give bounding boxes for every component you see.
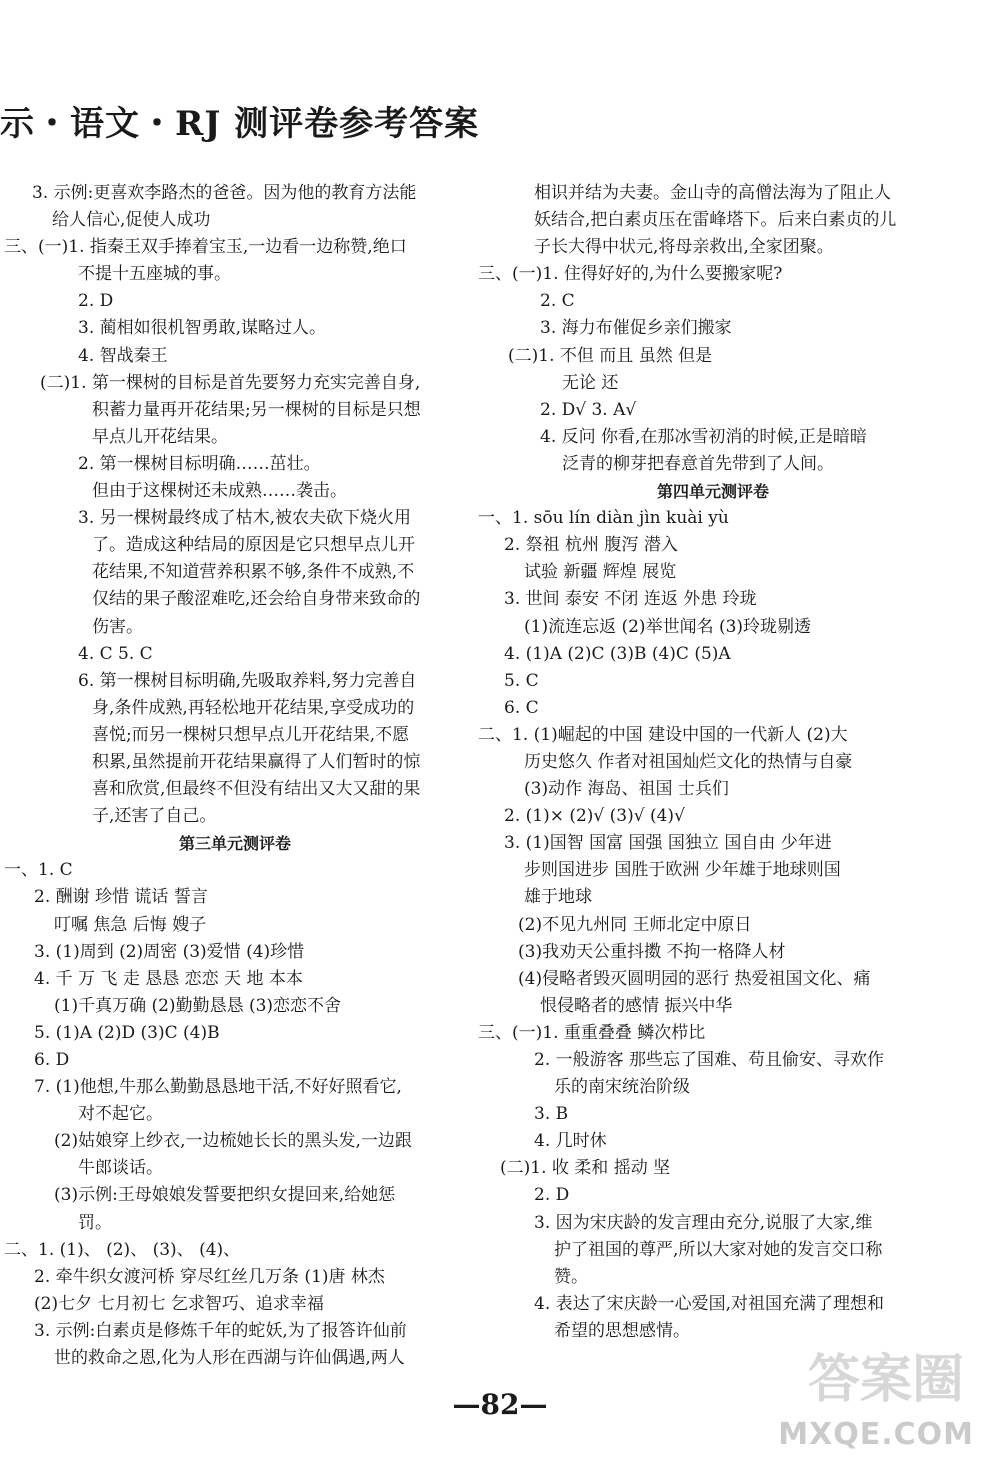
answer-line: 身,条件成熟,再轻松地开花结果,享受成功的 [92,697,415,718]
right-column [478,180,948,1345]
answer-line: (1)千真万确 (2)勤勤恳恳 (3)恋恋不舍 [54,995,342,1016]
answer-line: 3. 示例:白素贞是修炼千年的蛇妖,为了报答许仙前 [34,1320,407,1341]
answer-line: 积蓄力量再开花结果;另一棵树的目标是只想 [92,399,421,420]
answer-line: 2. D√ 3. A√ [540,399,637,420]
answer-line: 6. 第一棵树目标明确,先吸取养料,努力完善自 [78,670,417,691]
watermark-url: MXQE.COM [778,1417,974,1452]
answer-line: 6. C [504,697,539,718]
answer-line: 不提十五座城的事。 [78,264,231,285]
answer-line: 雄于地球 [524,887,592,908]
answer-line: 4. 智战秦王 [78,345,168,366]
answer-line: 仅结的果子酸涩难吃,还会给自身带来致命的 [92,589,421,610]
answer-line: 4. 千 万 飞 走 恳恳 恋恋 天 地 本本 [34,968,303,989]
answer-line: 泛青的柳芽把春意首先带到了人间。 [562,453,834,474]
answer-line: 喜悦;而另一棵树只想早点儿开花结果,不愿 [92,724,410,745]
answer-line: 无论 还 [562,372,619,393]
answer-line: 2. D [534,1185,570,1206]
answer-line: 了。造成这种结局的原因是它只想早点儿开 [92,535,415,556]
answer-line: 2. 酬谢 珍惜 谎话 誓言 [34,887,208,908]
answer-line: 4. 反问 你看,在那冰雪初消的时候,正是暗暗 [540,426,867,447]
answer-line: 2. 一般游客 那些忘了国难、苟且偷安、寻欢作 [534,1050,885,1070]
answer-line: 步则国进步 国胜于欧洲 少年雄于地球则国 [524,860,841,881]
answer-line: 试验 新疆 辉煌 展览 [524,562,677,583]
answer-line: 3. 蔺相如很机智勇敢,谋略过人。 [78,318,327,339]
answer-line: 二、1. (1)、 (2)、 (3)、 (4)、 [4,1239,241,1260]
answer-line: 对不起它。 [78,1104,163,1125]
answer-line: (1)流连忘返 (2)举世闻名 (3)玲珑剔透 [524,616,812,637]
answer-line: 2. 祭祖 杭州 腹泻 潜入 [504,535,678,556]
answer-line: 恨侵略者的感情 振兴中华 [540,995,733,1016]
answer-line: 三、(一)1. 住得好好的,为什么要搬家呢? [478,264,783,285]
answer-line: 2. C [540,291,575,312]
answer-line: 世的救命之恩,化为人形在西湖与许仙偶遇,两人 [54,1348,405,1369]
answer-line: 4. 表达了宋庆龄一心爱国,对祖国充满了理想和 [534,1293,885,1314]
answer-line: 罚。 [78,1212,112,1233]
page-number: —82— [452,1388,548,1421]
answer-line: 积累,虽然提前开花结果赢得了人们暂时的惊 [92,751,421,772]
answer-line: 喜和欣赏,但最终不但没有结出又大又甜的果 [92,779,421,800]
answer-line: 牛郎谈话。 [78,1158,163,1179]
answer-line: 历史悠久 作者对祖国灿烂文化的热情与自豪 [524,751,853,772]
answer-line: 赞。 [554,1266,588,1287]
answer-line: 3. B [534,1104,569,1125]
answer-line: 子长大得中状元,将母亲救出,全家团聚。 [534,237,834,258]
answer-line: 3. 因为宋庆龄的发言理由充分,说服了大家,维 [534,1212,873,1233]
answer-line: 3. (1)周到 (2)周密 (3)爱惜 (4)珍惜 [34,941,305,962]
answer-line: 3. 另一棵树最终成了枯木,被农夫砍下烧火用 [78,508,412,529]
answer-line: 早点儿开花结果。 [92,426,228,447]
answer-line: (4)侵略者毁灭圆明园的恶行 热爱祖国文化、痛 [518,968,871,989]
answer-line: 护了祖国的尊严,所以大家对她的发言交口称 [554,1239,883,1260]
answer-line: (3)动作 海岛、祖国 士兵们 [524,779,729,800]
answer-line: 5. (1)A (2)D (3)C (4)B [34,1022,220,1043]
answer-line: 3. 海力布催促乡亲们搬家 [540,318,732,339]
answer-line: 3. 世间 泰安 不闭 连返 外患 玲珑 [504,589,757,610]
watermark-mark: 答案圈 [807,1350,964,1410]
answer-line: 一、1. sōu lín diàn jìn kuài yù [478,508,729,529]
answer-line: 3. 示例:更喜欢李路杰的爸爸。因为他的教育方法能 [32,183,417,203]
page-title: 示・语文・RJ 测评卷参考答案 [0,104,480,144]
answer-line: 给人信心,促使人成功 [52,210,211,231]
answer-line: 乐的南宋统治阶级 [554,1077,690,1098]
answer-line: 4. 几时休 [534,1131,607,1152]
answer-line: 6. D [34,1050,70,1070]
section-heading: 第四单元测评卷 [656,482,769,502]
answer-line: 2. D [78,291,114,312]
answer-line: 7. (1)他想,牛那么勤勤恳恳地干活,不好好照看它, [34,1077,402,1098]
section-heading: 第三单元测评卷 [178,834,291,854]
answer-line: 花结果,不知道营养积累不够,条件不成熟,不 [92,562,415,583]
answer-line: 三、(一)1. 指秦王双手捧着宝玉,一边看一边称赞,绝口 [4,237,407,258]
answer-line: (3)我劝天公重抖擞 不拘一格降人材 [518,941,786,962]
answer-line: 相识并结为夫妻。金山寺的高僧法海为了阻止人 [534,183,891,203]
answer-line: 子,还害了自己。 [92,806,217,827]
answer-line: 妖结合,把白素贞压在雷峰塔下。后来白素贞的儿 [534,210,897,231]
answer-line: 4. C 5. C [78,643,153,664]
answer-line: (二)1. 收 柔和 摇动 坚 [500,1158,671,1179]
answer-line: 叮嘱 焦急 后悔 嫂子 [54,914,207,935]
answer-line: (2)七夕 七月初七 乞求智巧、追求幸福 [34,1293,324,1314]
watermark-logo [764,1342,974,1452]
answer-line: 三、(一)1. 重重叠叠 鳞次栉比 [478,1022,706,1043]
answer-line: 5. C [504,670,539,691]
answer-line: (2)不见九州同 王师北定中原日 [518,914,752,935]
answer-line: 二、1. (1)崛起的中国 建设中国的一代新人 (2)大 [478,724,848,745]
answer-line: 希望的思想感情。 [554,1320,690,1341]
answer-line: 伤害。 [92,616,143,637]
left-column [0,180,470,1372]
answer-line: (2)姑娘穿上纱衣,一边梳她长长的黑头发,一边跟 [54,1131,412,1152]
answer-line: 一、1. C [4,860,73,881]
answer-line: 2. 牵牛织女渡河桥 穿尽红丝几万条 (1)唐 林杰 [34,1266,385,1287]
answer-line: 但由于这棵树还未成熟……袭击。 [92,481,347,502]
answer-line: 2. 第一棵树目标明确……茁壮。 [78,453,321,474]
answer-line: 2. (1)× (2)√ (3)√ (4)√ [504,806,685,827]
answer-line: 4. (1)A (2)C (3)B (4)C (5)A [504,643,731,664]
answer-line: (二)1. 第一棵树的目标是首先要努力充实完善自身, [40,372,421,393]
answer-line: (3)示例:王母娘娘发誓要把织女提回来,给她惩 [54,1185,396,1206]
answer-line: 3. (1)国智 国富 国强 国独立 国自由 少年进 [504,833,832,854]
answer-line: (二)1. 不但 而且 虽然 但是 [508,345,713,366]
